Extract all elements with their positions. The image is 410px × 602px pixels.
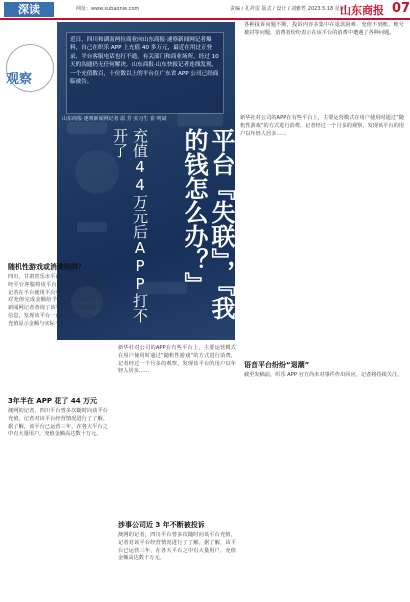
mid-column-text-2: 澳网的记者，四川平台曾多次随时向该平台充值，记者对该平台经营情况进行了了解。据了解，该平台已运营三年，在各大平台之中有大量用户，充值金额高达数十万元。: [118, 532, 236, 562]
section-badge: 深读: [4, 2, 54, 17]
section-title: 随机性游戏或消费陷阱？: [8, 263, 85, 271]
section-title: 3年半在 APP 花了 44 万元: [8, 397, 98, 405]
right-column-text-1: 各种投诉问题不断，投诉内容多集中在退款困难、充值不到账、账号被封等问题，消费者纷纷表示在该平台的消费中遭遇了各种问题。: [244, 22, 404, 36]
section-title: 涉事公司近 3 年不断被投诉: [118, 521, 205, 529]
observe-label: 观察: [6, 72, 33, 87]
main-headline: 平台『失联』，『我的钱怎么办？』: [180, 128, 235, 320]
page-number: 07: [392, 1, 410, 16]
right-column-text-2: 新华社对公司的APP在有些平台上，主要运营模式在用户使用时通过“随机性游戏”的方式进行消费，记者经过一个月多的观察，发现该平台的用户以年轻人居多……: [240, 115, 404, 137]
sub-headline: 充值44万元后APP打不开了: [111, 128, 149, 323]
mid-column-text: 新华社对公司的APP在有些平台上，主要运营模式在用户使用时通过“随机性游戏”的方式进行消费，记者经过一个月多的观察，发现该平台的用户以年轻人居多……: [118, 345, 236, 375]
feature-lead: 近日，四川和湖南两位商业向山东商报·速察新闻网记者爆料，自己在织乐 APP 上充值 40 多万元，最近在用过正登录，平台客服电话也打不通，有关部门和商业场所，经过 10 天的沟通仍无任何解决。山东商报·山东快报记者连线发现，一个充值数百，十位数以上的平台在广东省 APP 公司已经面临被告。: [66, 32, 224, 114]
editor-info: 责编 / 孔祥雷 版式 / 设计 / 刘雅哲 2023.5.18 星期一: [230, 6, 350, 12]
right-column-text-3: 截至发稿前，织乐 APP 官方尚未对事件作出回应。记者将持续关注。: [244, 372, 403, 378]
left-column-text-1: 四川，甘肃省乐市平台今年以来，有消费者经平台客服将该平台充值近1000万余元，记者在平台使用平台中，发现平台一直没有对充值完成金额给予客服，山东商报·速观新闻网记者查询了该平台的营业执照和相关信息，发现该平台一直存在诸多问题，平台充值显示金额与实际不符……: [8, 274, 108, 327]
page-header: [0, 0, 410, 20]
website-url: 网址：www.subaonie.com: [76, 6, 140, 12]
newspaper-brand: 山东商报: [340, 4, 384, 17]
left-column-text-2: 澳网的记者，四川平台曾多次随时向该平台充值，记者对该平台经营情况进行了了解。据了解，该平台已运营三年，在各大平台之中有大量用户，充值金额高达数十万元。: [8, 408, 108, 438]
section-title: 语音平台纷纷“退潮”: [244, 361, 310, 369]
feature-byline: 山东商报·速观新闻网记者 温 芳 实习生 崔 明斌: [62, 116, 167, 122]
